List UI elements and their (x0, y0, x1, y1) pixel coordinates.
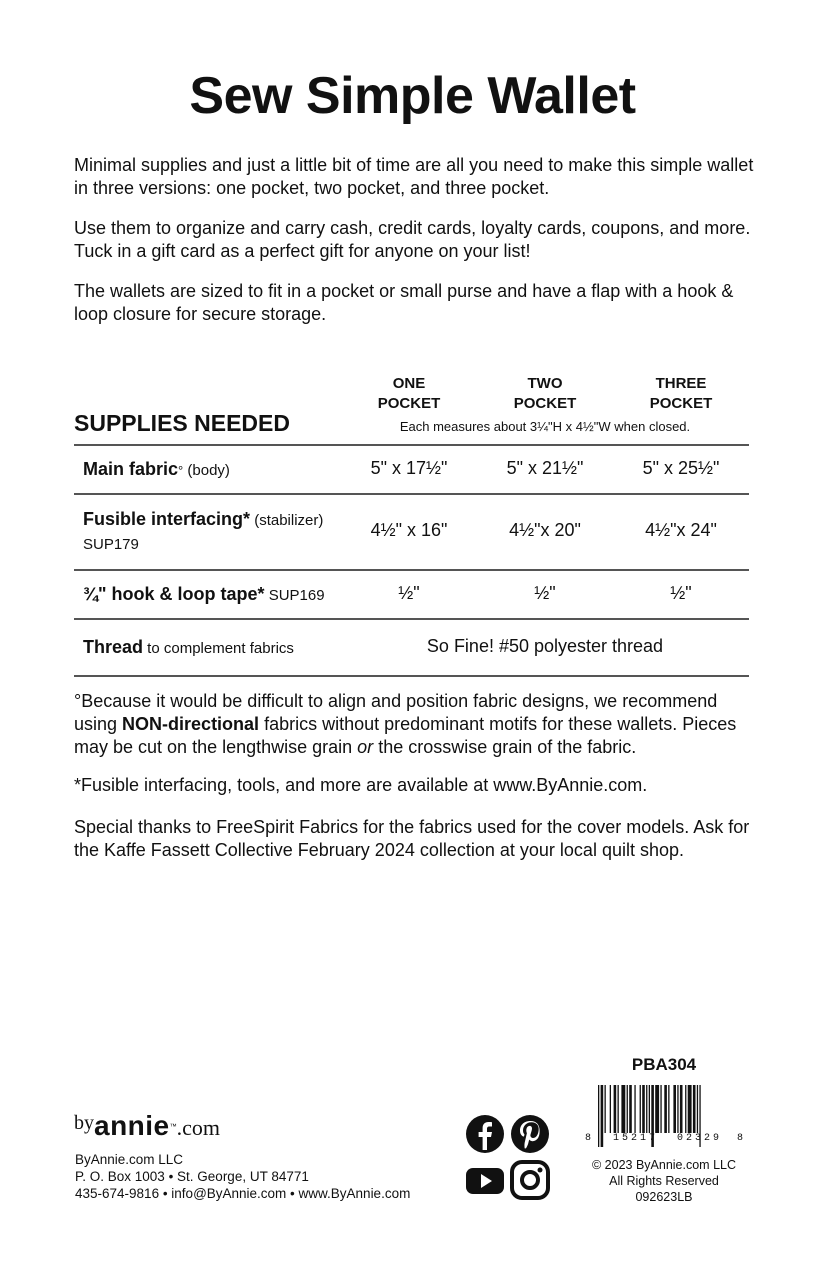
barcode-bar (688, 1085, 692, 1133)
company-contact: 435-674-9816 • info@ByAnnie.com • www.ByAnnie.com (75, 1186, 411, 1201)
row-label-fusible-interfacing (83, 507, 323, 557)
page-title: Sew Simple Wallet (189, 67, 636, 125)
divider (74, 618, 749, 620)
supply-detail: SUP169 (264, 587, 325, 604)
row-label-thread (83, 635, 294, 661)
doc-code: 092623LB (635, 1190, 693, 1204)
column-header-line: POCKET (649, 395, 713, 412)
rights-reserved: All Rights Reserved (609, 1174, 719, 1188)
logo-annie: annie (94, 1110, 170, 1141)
column-header-line: POCKET (377, 395, 441, 412)
column-header-one-pocket (339, 374, 479, 414)
copyright-block (584, 1157, 744, 1205)
table-cell: 5" x 17½" (370, 458, 448, 478)
column-header-line: TWO (527, 375, 563, 392)
logo-tm: ™ (169, 1123, 177, 1131)
barcode-digit: 15217 (613, 1133, 659, 1144)
divider (74, 675, 749, 677)
barcode-bar (621, 1085, 625, 1133)
barcode-bar (646, 1085, 647, 1133)
table-cell: 4½" x 16" (370, 520, 448, 540)
barcode-bar (642, 1085, 645, 1133)
supply-name: ¾" hook & loop tape* (83, 584, 265, 604)
table-cell: ½" (534, 583, 556, 603)
barcode-bar (673, 1085, 676, 1133)
supply-detail: to complement fabrics (143, 640, 294, 657)
barcode-bar (660, 1085, 661, 1133)
barcode-bar (634, 1085, 635, 1133)
company-address: P. O. Box 1003 • St. George, UT 84771 (75, 1169, 309, 1184)
supplies-heading: SUPPLIES NEEDED (74, 410, 290, 436)
intro-paragraph: Use them to organize and carry cash, credit cards, loyalty cards, coupons, and more. Tuck in a gift card as a perfect gift for anyone on your list! (74, 218, 751, 261)
note-non-directional (74, 690, 754, 759)
barcode-bar (655, 1085, 659, 1133)
company-name: ByAnnie.com LLC (75, 1152, 184, 1167)
barcode-bar (629, 1085, 632, 1133)
note-thanks: Special thanks to FreeSpirit Fabrics for the fabrics used for the cover models. Ask for the Kaffe Fassett Collective February 2024 collection at your local quilt shop. (74, 817, 750, 860)
barcode-bar (664, 1085, 667, 1133)
column-header-two-pocket (475, 374, 615, 414)
table-cell: ½" (670, 583, 692, 603)
byannie-logo (74, 1110, 220, 1142)
barcode-bar (649, 1085, 650, 1133)
supply-detail: (stabilizer) (250, 512, 324, 529)
barcode-bar (693, 1085, 696, 1133)
copyright: © 2023 ByAnnie.com LLC (591, 1158, 736, 1172)
table-cell: 4½"x 24" (645, 520, 717, 540)
barcode-digit: 02329 (677, 1133, 723, 1144)
column-header-line: ONE (392, 375, 426, 392)
barcode-bar (618, 1085, 619, 1133)
barcode-bar (697, 1085, 698, 1133)
column-header-three-pocket (611, 374, 751, 414)
column-header-line: THREE (655, 375, 707, 392)
instagram-icon[interactable] (510, 1160, 550, 1200)
note-bold: NON-directional (122, 714, 260, 734)
barcode-bar (601, 1085, 604, 1147)
divider (74, 493, 749, 495)
barcode-bar (685, 1085, 686, 1133)
barcode-bar (614, 1085, 617, 1133)
barcode-bar (677, 1085, 678, 1133)
barcode-bar (668, 1085, 669, 1133)
barcode-bar (610, 1085, 611, 1133)
barcode-bar (598, 1085, 599, 1147)
divider (74, 444, 749, 446)
note-availability: *Fusible interfacing, tools, and more are available at www.ByAnnie.com. (74, 775, 648, 795)
note-text: fabrics without predominant motifs for these wallets. Pieces may be cut on the lengthwise grain (74, 714, 737, 757)
youtube-icon[interactable] (465, 1160, 505, 1200)
note-italic: or (357, 737, 374, 757)
column-header-line: POCKET (513, 395, 577, 412)
barcode-bar (640, 1085, 641, 1133)
barcode-bar (605, 1085, 606, 1133)
barcode-bar (627, 1085, 628, 1133)
barcode-digit: 8 (737, 1133, 744, 1144)
supply-name: Main fabric (83, 459, 179, 479)
row-label-main-fabric (83, 457, 230, 483)
product-code: PBA304 (631, 1055, 697, 1074)
pinterest-icon[interactable] (510, 1114, 550, 1154)
divider (74, 569, 749, 571)
barcode-digit: 8 (585, 1133, 592, 1144)
supply-detail: (body) (183, 462, 230, 479)
table-cell: 5" x 25½" (642, 458, 720, 478)
table-cell: 5" x 21½" (506, 458, 584, 478)
size-note: Each measures about 3¼"H x 4½"W when closed. (399, 419, 691, 434)
note-text: °Because it would be difficult to align and position fabric designs, we recommend using (74, 691, 718, 734)
logo-by: by (74, 1112, 94, 1134)
supply-mark: ° (178, 463, 184, 478)
facebook-icon[interactable] (465, 1114, 505, 1154)
company-info (75, 1151, 410, 1202)
supply-code: SUP179 (83, 536, 139, 553)
table-cell-span: So Fine! #50 polyester thread (426, 636, 664, 656)
logo-com: .com (176, 1115, 221, 1140)
table-cell: 4½"x 20" (509, 520, 581, 540)
table-cell: ½" (398, 583, 420, 603)
supply-name: Fusible interfacing* (83, 509, 251, 529)
intro-paragraph: The wallets are sized to fit in a pocket or small purse and have a flap with a hook & loop closure for secure storage. (74, 281, 734, 324)
barcode-bar (680, 1085, 683, 1133)
row-label-hook-loop-tape (83, 582, 325, 608)
supply-name: Thread (83, 637, 144, 657)
intro-paragraph: Minimal supplies and just a little bit of time are all you need to make this simple wallet in three versions: one pocket, two pocket, and three pocket. (74, 155, 754, 198)
note-text: the crosswise grain of the fabric. (373, 737, 637, 757)
